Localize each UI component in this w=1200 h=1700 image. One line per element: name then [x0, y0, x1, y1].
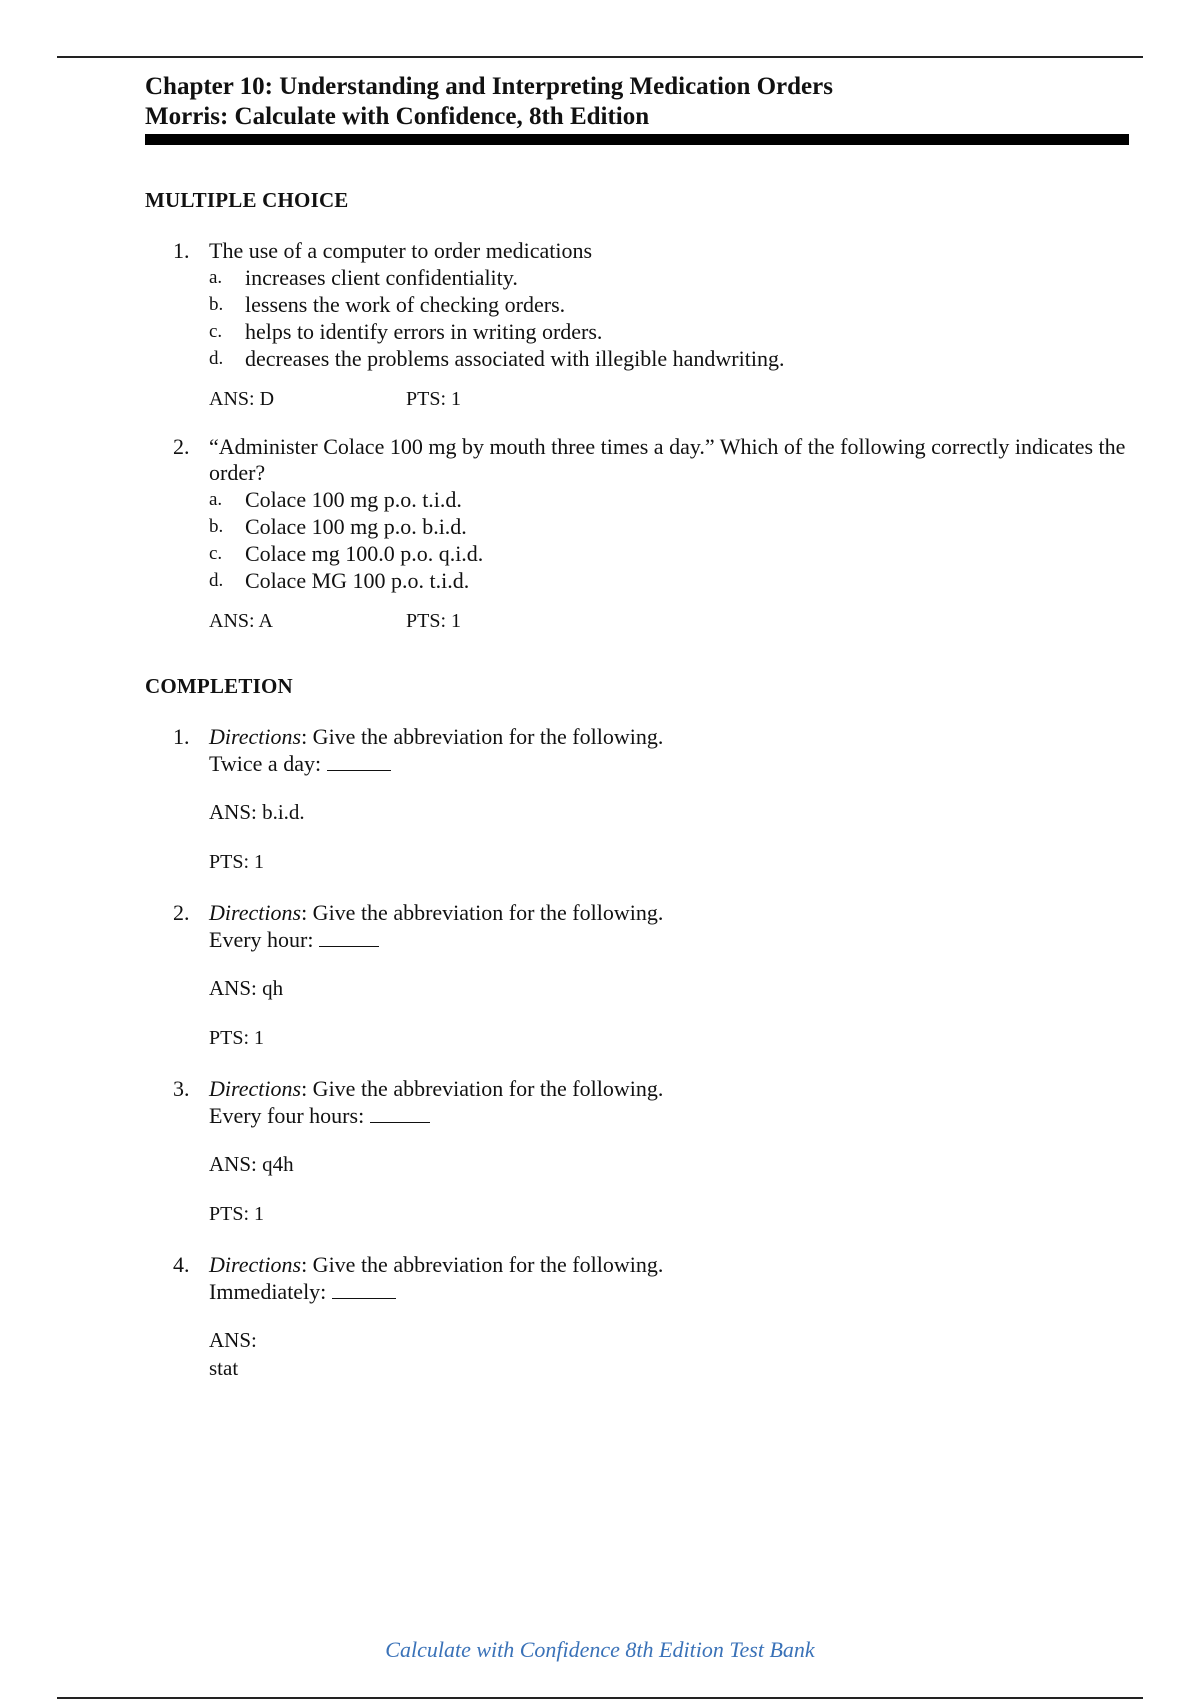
option-letter: b.	[209, 294, 224, 315]
prompt-text: Twice a day:	[209, 751, 322, 776]
title-underline-bar	[145, 134, 1129, 145]
answer-label: ANS:	[209, 1328, 257, 1352]
points-value: PTS: 1	[209, 1203, 265, 1225]
answer-value: stat	[209, 1356, 239, 1380]
directions-label: Directions	[209, 1076, 302, 1101]
directions-label: Directions	[209, 724, 302, 749]
answer-row	[209, 386, 1130, 412]
section-heading-multiple-choice: MULTIPLE CHOICE	[145, 188, 349, 212]
question-stem: The use of a computer to order medications	[209, 238, 593, 263]
answer-blank	[319, 926, 379, 947]
top-rule	[57, 56, 1143, 58]
question-number: 3.	[173, 1076, 190, 1101]
footer-text: Calculate with Confidence 8th Edition Test Bank	[385, 1637, 815, 1662]
prompt-text: Every hour:	[209, 927, 314, 952]
answer-blank	[370, 1102, 430, 1123]
option-c	[209, 540, 1129, 567]
directions-text: : Give the abbreviation for the following.	[301, 724, 664, 749]
book-title: Morris: Calculate with Confidence, 8th Edition	[145, 103, 650, 130]
answer-blank	[332, 1278, 396, 1299]
question-directions	[209, 724, 1130, 750]
points-value: PTS: 1	[209, 1027, 265, 1049]
completion-question-2	[145, 900, 1130, 1051]
option-letter: a.	[209, 267, 223, 288]
option-text: decreases the problems associated with illegible handwriting.	[245, 346, 785, 371]
bottom-rule	[57, 1697, 1143, 1699]
option-letter: d.	[209, 570, 224, 591]
directions-text: : Give the abbreviation for the following.	[301, 900, 664, 925]
option-letter: a.	[209, 489, 223, 510]
chapter-title: Chapter 10: Understanding and Interpreting Medication Orders	[145, 73, 833, 100]
answer-value: ANS: A	[209, 610, 273, 632]
points-value: PTS: 1	[406, 610, 462, 632]
option-text: lessens the work of checking orders.	[245, 292, 566, 317]
option-b	[209, 291, 1130, 318]
question-prompt	[209, 1278, 1130, 1305]
prompt-text: Immediately:	[209, 1279, 327, 1304]
option-text: helps to identify errors in writing orders.	[245, 319, 603, 344]
option-text: Colace 100 mg p.o. t.i.d.	[245, 487, 462, 512]
option-letter: d.	[209, 348, 224, 369]
option-b	[209, 513, 1129, 540]
prompt-text: Every four hours:	[209, 1103, 365, 1128]
completion-question-4	[145, 1252, 1130, 1381]
question-number: 1.	[173, 724, 190, 749]
option-text: Colace 100 mg p.o. b.i.d.	[245, 514, 467, 539]
answer-value: ANS: b.i.d.	[209, 800, 305, 824]
question-stem: “Administer Colace 100 mg by mouth three times a day.” Which of the following correctly indicates the order?	[209, 434, 1126, 485]
question-number: 1.	[173, 238, 190, 263]
option-letter: b.	[209, 516, 224, 537]
answer-value: ANS: D	[209, 388, 275, 410]
question-prompt	[209, 1102, 1130, 1129]
answer-value: ANS: q4h	[209, 1152, 294, 1176]
question-prompt	[209, 750, 1130, 777]
option-a	[209, 264, 1130, 291]
option-letter: c.	[209, 321, 223, 342]
completion-question-1	[145, 724, 1130, 875]
option-text: Colace MG 100 p.o. t.i.d.	[245, 568, 470, 593]
option-letter: c.	[209, 543, 223, 564]
completion-question-3	[145, 1076, 1130, 1227]
question-directions	[209, 1252, 1130, 1278]
directions-text: : Give the abbreviation for the following.	[301, 1252, 664, 1277]
option-c	[209, 318, 1130, 345]
points-value: PTS: 1	[406, 388, 462, 410]
option-text: Colace mg 100.0 p.o. q.i.d.	[245, 541, 484, 566]
option-a	[209, 486, 1129, 513]
option-d	[209, 345, 1130, 372]
mc-question-2	[145, 434, 1129, 634]
points-value: PTS: 1	[209, 851, 265, 873]
question-directions	[209, 900, 1130, 926]
directions-text: : Give the abbreviation for the following.	[301, 1076, 664, 1101]
document-body	[145, 72, 1130, 1381]
answer-value: ANS: qh	[209, 976, 284, 1000]
question-number: 4.	[173, 1252, 190, 1277]
answer-row	[209, 608, 1129, 634]
question-prompt	[209, 926, 1130, 953]
question-directions	[209, 1076, 1130, 1102]
directions-label: Directions	[209, 900, 302, 925]
question-number: 2.	[173, 900, 190, 925]
option-d	[209, 567, 1129, 594]
option-text: increases client confidentiality.	[245, 265, 518, 290]
section-heading-completion: COMPLETION	[145, 674, 293, 698]
question-number: 2.	[173, 434, 190, 459]
answer-blank	[327, 750, 391, 771]
mc-question-1	[145, 238, 1130, 412]
directions-label: Directions	[209, 1252, 302, 1277]
